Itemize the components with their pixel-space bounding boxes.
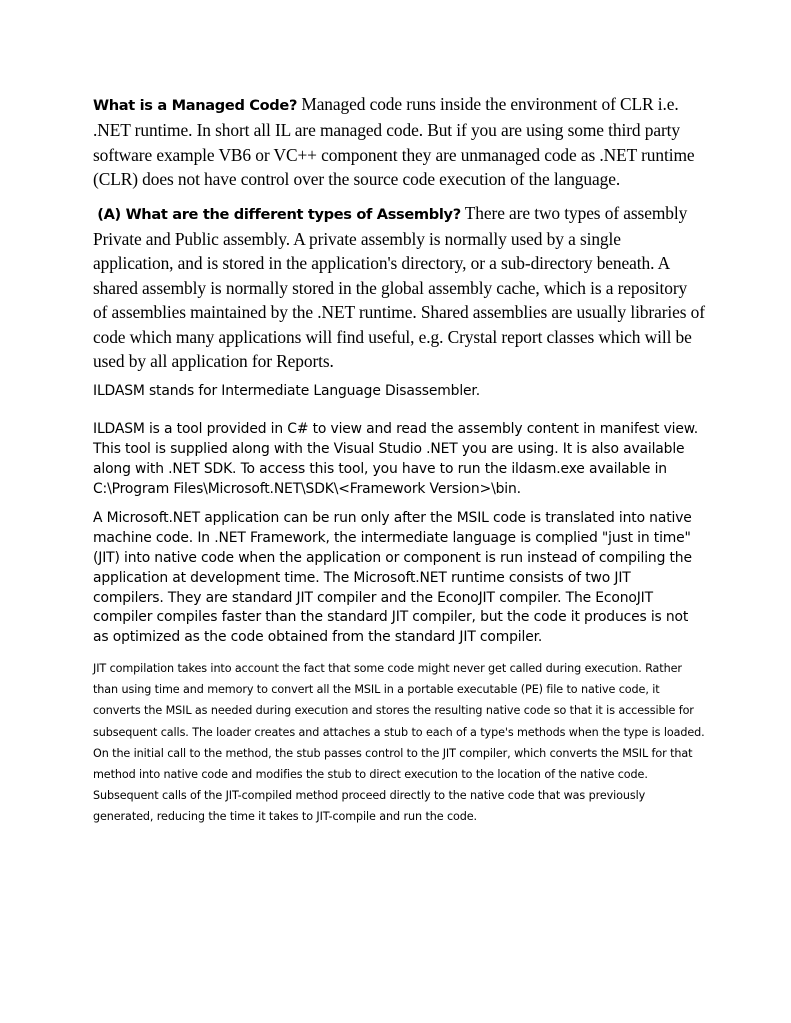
managed-code-paragraph bbox=[93, 92, 705, 192]
document-page bbox=[93, 92, 705, 828]
assembly-types-body: There are two types of assembly Private and Public assembly. A private assembly is normally used by a single application, and is stored in the application's directory, or a sub-directory beneath. A shared assembly is normally stored in the global assembly cache, which is a repository of assemblies maintained by the .NET runtime. Shared assemblies are usually libraries of code which many applications will find useful, e.g. Crystal report classes which will be used by all application for Reports. bbox=[93, 202, 705, 372]
ildasm-definition-paragraph: ILDASM stands for Intermediate Language Disassembler. bbox=[93, 383, 480, 400]
assembly-types-paragraph bbox=[93, 201, 705, 374]
managed-code-heading: What is a Managed Code? bbox=[93, 97, 298, 114]
msil-translation-paragraph: A Microsoft.NET application can be run only after the MSIL code is translated into native machine code. In .NET Framework, the intermediate language is complied "just in time" (JIT) into native code when the application or component is run instead of compiling the application at development time. The Microsoft.NET runtime consists of two JIT compilers. They are standard JIT compiler and the EconoJIT compiler. The EconoJIT compiler compiles faster than the standard JIT compiler, but the code it produces is not as optimized as the code obtained from the standard JIT compiler. bbox=[93, 510, 692, 646]
managed-code-body: Managed code runs inside the environment of CLR i.e. .NET runtime. In short all IL are managed code. But if you are using some third party software example VB6 or VC++ component they are unmanaged code as .NET runtime (CLR) does not have control over the source code execution of the language. bbox=[93, 94, 695, 190]
assembly-types-heading: (A) What are the different types of Assembly? bbox=[97, 205, 461, 223]
jit-compilation-paragraph: JIT compilation takes into account the fact that some code might never get called during execution. Rather than using time and memory to convert all the MSIL in a portable executable (PE) file to native code, it converts the MSIL as needed during execution and stores the resulting native code so that it is accessible for subsequent calls. The loader creates and attaches a stub to each of a type's methods when the type is loaded. On the initial call to the method, the stub passes control to the JIT compiler, which converts the MSIL for that method into native code and modifies the stub to direct execution to the location of the native code. Subsequent calls of the JIT-compiled method proceed directly to the native code that was previously generated, reducing the time it takes to JIT-compile and run the code. bbox=[93, 662, 705, 824]
ildasm-tool-paragraph: ILDASM is a tool provided in C# to view and read the assembly content in manifest view. This tool is supplied along with the Visual Studio .NET you are using. It is also available along with .NET SDK. To access this tool, you have to run the ildasm.exe available in C:\Program Files\Microsoft.NET\SDK\<Framework Version>\bin. bbox=[93, 421, 698, 497]
